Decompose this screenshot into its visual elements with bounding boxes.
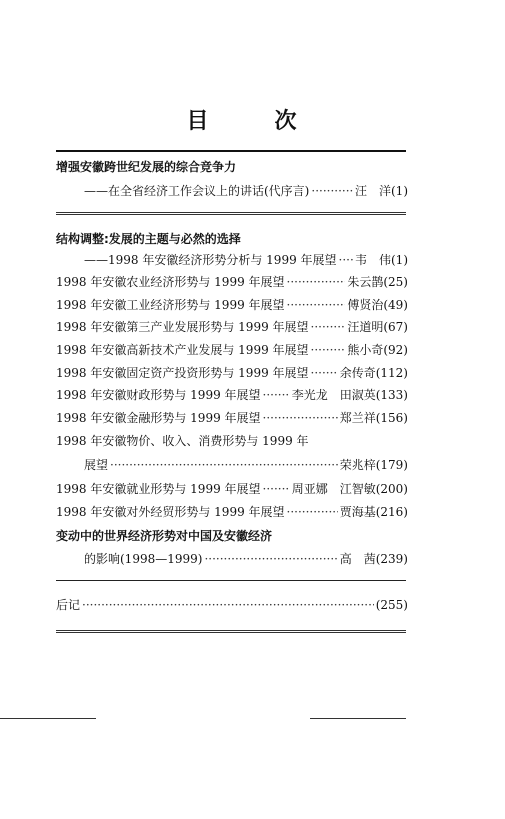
entry-title: 展望 (84, 458, 109, 472)
entry-title: 1998 年安徽就业形势与 1999 年展望 (56, 482, 261, 496)
toc-entry[interactable] (84, 456, 408, 474)
entry-author-page: 余传奇(112) (339, 366, 408, 380)
entry-author-page: 汪 洋(1) (355, 184, 408, 198)
entry-title: 的影响(1998—1999) (84, 552, 203, 566)
toc-entry[interactable] (56, 296, 408, 314)
entry-author-page: 朱云鹊(25) (347, 275, 408, 289)
dot-leader (311, 364, 338, 382)
divider (56, 580, 406, 581)
toc-title: 目 次 (186, 109, 319, 134)
toc-entry-line[interactable]: 1998 年安徽物价、收入、消费形势与 1999 年 (56, 434, 309, 448)
toc-heading: 增强安徽跨世纪发展的综合竞争力 (56, 160, 237, 174)
dot-leader (287, 503, 338, 521)
dot-leader (263, 386, 290, 404)
toc-heading[interactable]: 变动中的世界经济形势对中国及安徽经济 (56, 529, 273, 543)
toc-entry[interactable] (56, 364, 408, 382)
entry-author-page: 贾海基(216) (339, 505, 408, 519)
dot-leader (311, 341, 346, 359)
entry-author-page: 熊小奇(92) (347, 343, 408, 357)
toc-heading: 结构调整:发展的主题与必然的选择 (56, 232, 241, 246)
entry-author-page: 荣兆梓(179) (339, 458, 408, 472)
toc-entry[interactable] (56, 503, 408, 521)
toc-entry[interactable] (56, 341, 408, 359)
dot-leader (287, 273, 346, 291)
toc-entry[interactable] (56, 318, 408, 336)
toc-entry[interactable] (84, 182, 408, 200)
entry-title: ——在全省经济工作会议上的讲话(代序言) (84, 184, 310, 198)
divider (56, 150, 406, 152)
dot-leader (311, 318, 346, 336)
edge-mark (310, 718, 406, 719)
entry-author-page: 傅贤治(49) (347, 298, 408, 312)
divider (56, 630, 406, 633)
entry-title: 1998 年安徽财政形势与 1999 年展望 (56, 388, 261, 402)
entry-author-page: 李光龙 田淑英(133) (291, 388, 408, 402)
edge-mark (0, 718, 96, 719)
toc-entry[interactable] (56, 409, 408, 427)
entry-title: 1998 年安徽固定资产投资形势与 1999 年展望 (56, 366, 309, 380)
dot-leader (263, 480, 290, 498)
divider (56, 212, 406, 215)
entry-title: 1998 年安徽工业经济形势与 1999 年展望 (56, 298, 285, 312)
dot-leader (339, 251, 353, 269)
dot-leader (311, 182, 353, 200)
entry-title: 1998 年安徽第三产业发展形势与 1999 年展望 (56, 320, 309, 334)
entry-title: 1998 年安徽高新技术产业发展与 1999 年展望 (56, 343, 309, 357)
toc-entry[interactable] (84, 251, 408, 269)
entry-author-page: 郑兰祥(156) (339, 411, 408, 425)
toc-entry[interactable] (84, 550, 408, 568)
entry-title: 1998 年安徽对外经贸形势与 1999 年展望 (56, 505, 285, 519)
dot-leader (110, 456, 338, 474)
entry-title: 1998 年安徽农业经济形势与 1999 年展望 (56, 275, 285, 289)
entry-author-page: 周亚娜 江智敏(200) (291, 482, 408, 496)
dot-leader (263, 409, 338, 427)
entry-title: 1998 年安徽金融形势与 1999 年展望 (56, 411, 261, 425)
entry-author-page: 高 茜(239) (339, 552, 408, 566)
entry-title: ——1998 年安徽经济形势分析与 1999 年展望 (84, 253, 337, 267)
dot-leader (204, 550, 337, 568)
dot-leader (82, 596, 374, 614)
dot-leader (287, 296, 346, 314)
toc-entry[interactable] (56, 386, 408, 404)
entry-author-page: 汪道明(67) (347, 320, 408, 334)
toc-entry[interactable] (56, 596, 408, 614)
toc-entry[interactable] (56, 480, 408, 498)
toc-entry[interactable] (56, 273, 408, 291)
entry-author-page: 韦 伟(1) (355, 253, 408, 267)
entry-title: 后记 (56, 598, 81, 612)
entry-page: (255) (375, 598, 408, 612)
